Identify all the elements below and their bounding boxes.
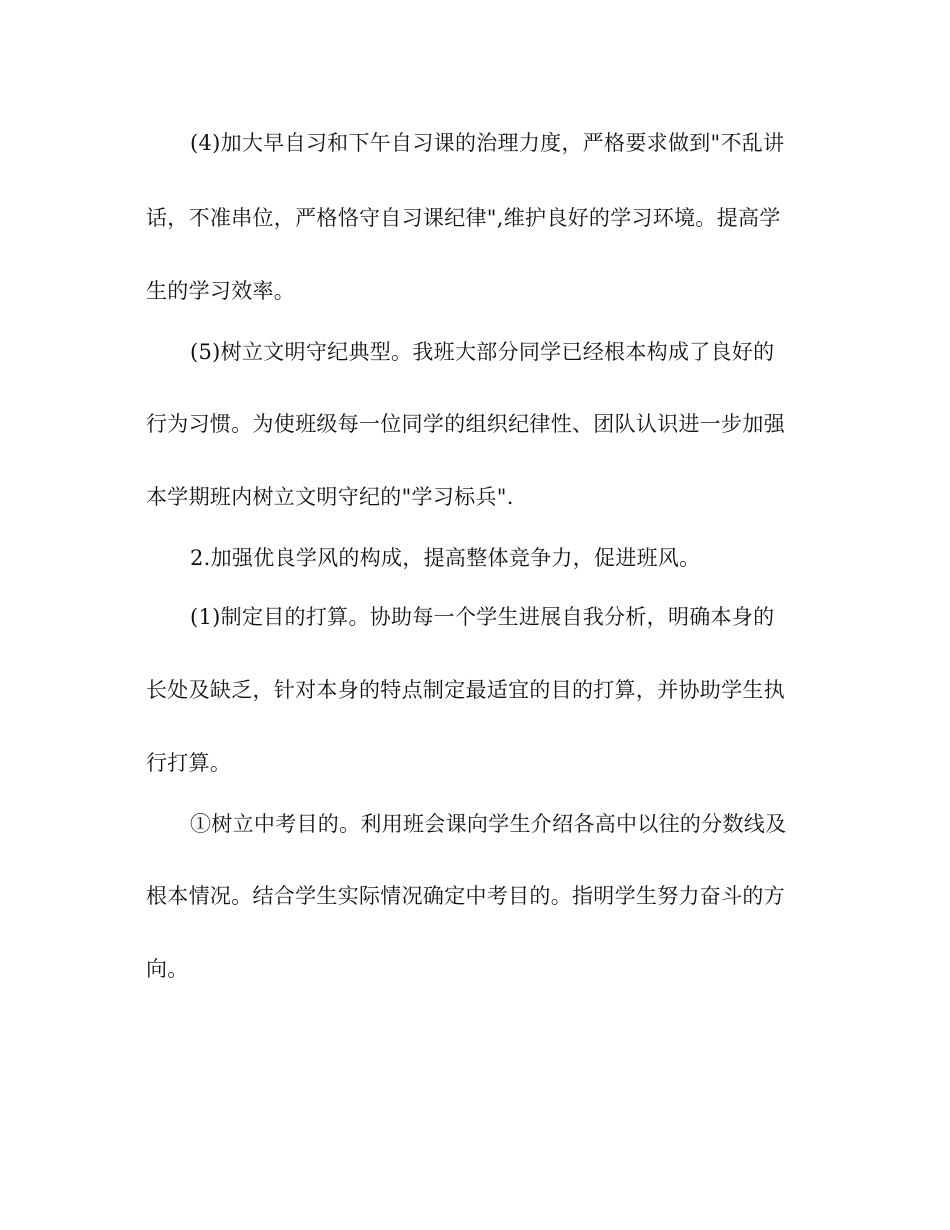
subitem-1-line-2: 根本情况。结合学生实际情况确定中考目的。指明学生努力奋斗的方 bbox=[146, 884, 785, 908]
paragraph-5-line-1: (5)树立文明守纪典型。我班大部分同学已经根本构成了良好的 bbox=[190, 340, 775, 364]
paragraph-4-line-3: 生的学习效率。 bbox=[146, 279, 296, 303]
paragraph-5-line-3: 本学期班内树立文明守纪的"学习标兵". bbox=[146, 485, 514, 509]
paragraph-4-line-1: (4)加大早自习和下午自习课的治理力度，严格要求做到"不乱讲 bbox=[190, 131, 785, 155]
item-1-line-2: 长处及缺乏，针对本身的特点制定最适宜的目的打算，并协助学生执 bbox=[146, 678, 785, 702]
item-1-line-1: (1)制定目的打算。协助每一个学生进展自我分析，明确本身的 bbox=[190, 605, 775, 629]
section-2-heading: 2.加强优良学风的构成，提高整体竞争力，促进班风。 bbox=[190, 546, 701, 570]
item-1-line-3: 行打算。 bbox=[146, 751, 232, 775]
paragraph-4-line-2: 话，不准串位，严格恪守自习课纪律",维护良好的学习环境。提高学 bbox=[146, 206, 781, 230]
paragraph-5-line-2: 行为习惯。为使班级每一位同学的组织纪律性、团队认识进一步加强 bbox=[146, 412, 785, 436]
subitem-1-line-1: ①树立中考目的。利用班会课向学生介绍各高中以往的分数线及 bbox=[190, 812, 787, 836]
subitem-1-line-3: 向。 bbox=[146, 957, 189, 981]
